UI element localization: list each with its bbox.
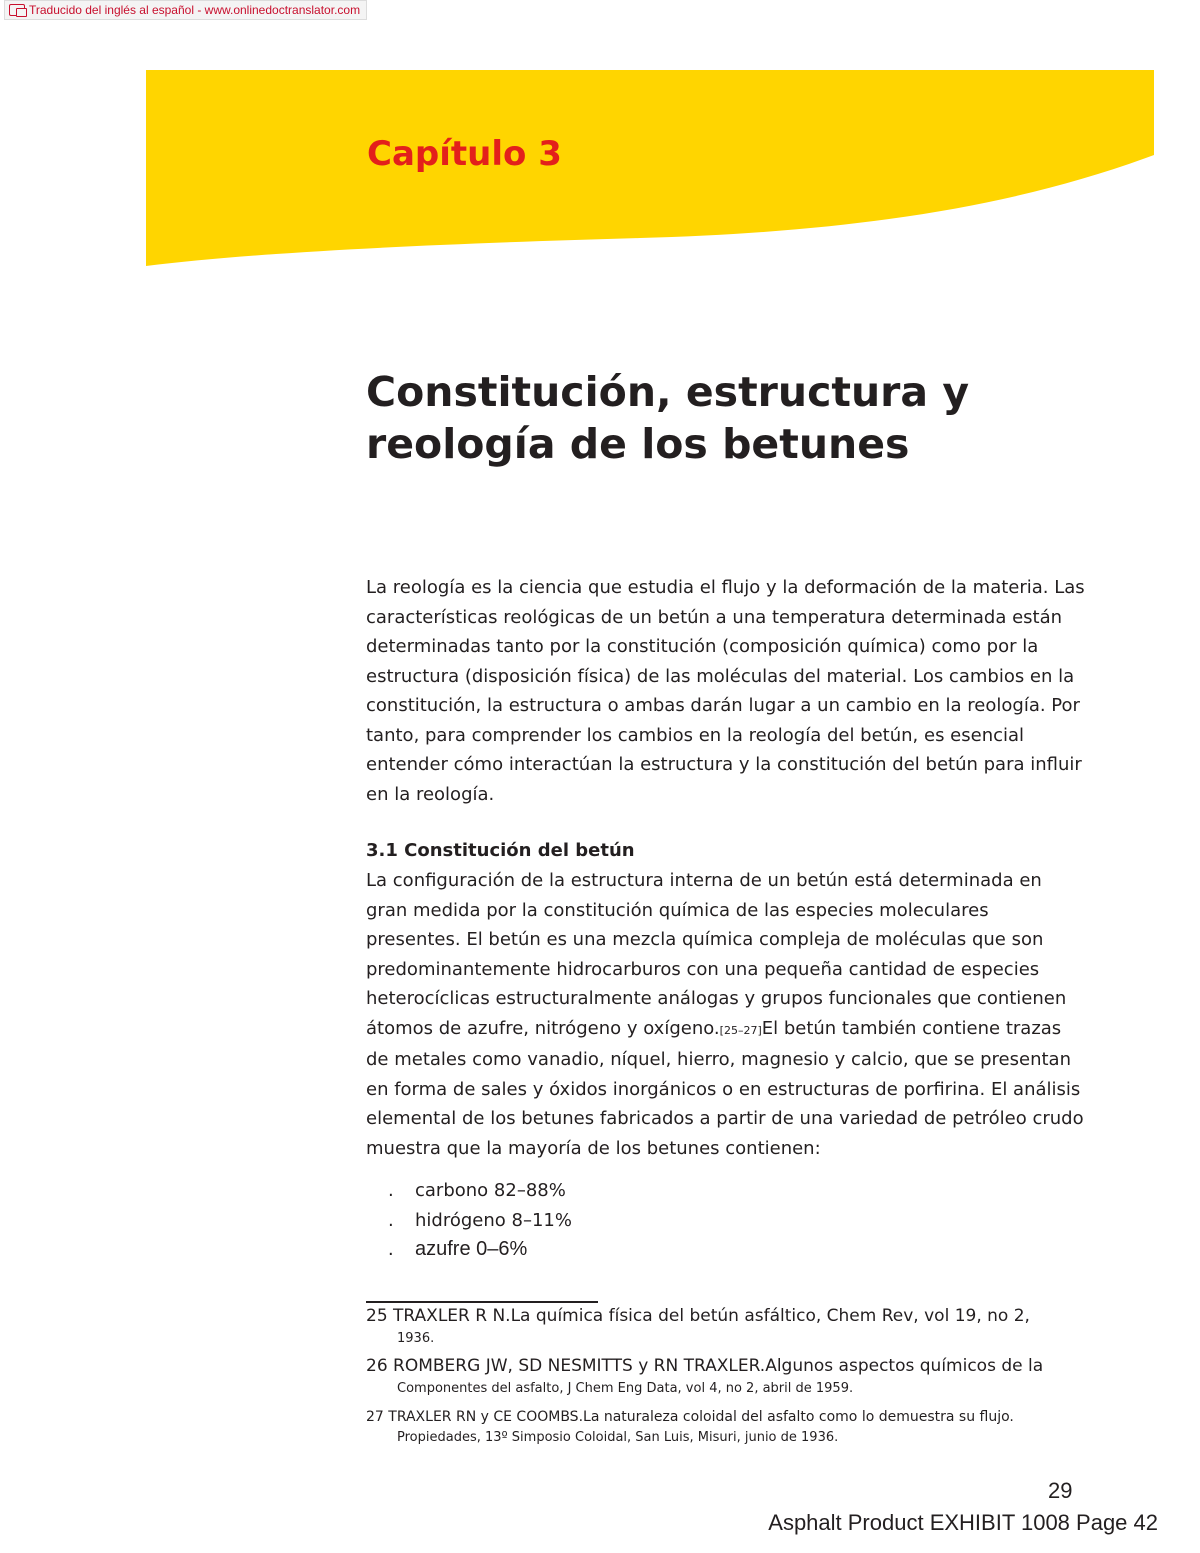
page-number: 29 <box>1048 1478 1073 1503</box>
exhibit-label: Asphalt Product EXHIBIT 1008 Page 42 <box>768 1510 1158 1535</box>
title-line: reología de los betunes <box>366 420 910 468</box>
title-line: Constitución, estructura y <box>366 368 970 416</box>
bullet-marker: . <box>388 1238 394 1260</box>
list-item <box>388 1176 572 1206</box>
section-text-part: El betún también contiene trazas de metales como vanadio, níquel, hierro, magnesio y calcio, que se presentan en forma de sales y óxidos inorgánicos o en estructuras de porfirina. El análisis elemental de los betunes fabricados a partir de una variedad de petróleo crudo muestra que la mayoría de los betunes contienen: <box>366 1017 1084 1159</box>
list-item <box>388 1235 572 1265</box>
footnote-text: 25 TRAXLER R N.La química física del betún asfáltico, Chem Rev, vol 19, no 2, <box>366 1306 1030 1326</box>
footnote-text: 27 TRAXLER RN y CE COOMBS.La naturaleza coloidal del asfalto como lo demuestra su flujo. <box>366 1409 1014 1425</box>
chapter-header-band <box>0 0 1200 280</box>
yellow-swoosh <box>146 70 1154 266</box>
section-heading: 3.1 Constitución del betún <box>366 840 635 861</box>
footnote <box>366 1303 1086 1349</box>
footnote <box>366 1406 1086 1448</box>
bullet-marker: . <box>388 1180 394 1201</box>
list-item-text: hidrógeno 8–11% <box>415 1209 572 1231</box>
translation-banner-text: Traducido del inglés al español - www.onlinedoctranslator.com <box>29 3 361 17</box>
footnote <box>366 1353 1086 1399</box>
section-text-part: La configuración de la estructura interna de un betún está determinada en gran medida por la constitución química de las especies moleculares presentes. El betún es una mezcla química compleja de moléculas que son predominantemente hidrocarburos con una pequeña cantidad de especies heterocíclicas estructuralmente análogas y grupos funcionales que contienen átomos de azufre, nitrógeno y oxígeno. <box>366 870 1067 1039</box>
footnote-continuation: Propiedades, 13º Simposio Coloidal, San Luis, Misuri, junio de 1936. <box>397 1430 839 1445</box>
list-item <box>388 1206 572 1236</box>
composition-list <box>388 1176 572 1265</box>
chapter-label: Capítulo 3 <box>367 134 562 174</box>
footnote-continuation: 1936. <box>397 1331 435 1346</box>
page-title <box>366 366 1126 470</box>
list-item-text: carbono 82–88% <box>415 1180 566 1201</box>
footnote-continuation: Componentes del asfalto, J Chem Eng Data, vol 4, no 2, abril de 1959. <box>397 1381 854 1396</box>
footnote-text: 26 ROMBERG JW, SD NESMITTS y RN TRAXLER.Algunos aspectos químicos de la <box>366 1356 1044 1376</box>
section-paragraph <box>366 866 1086 1163</box>
intro-paragraph: La reología es la ciencia que estudia el flujo y la deformación de la materia. Las características reológicas de un betún a una temperatura determinada están determinadas tanto por la constitución (composición química) como por la estructura (disposición física) de las moléculas del material. Los cambios en la constitución, la estructura o ambas darán lugar a un cambio en la reología. Por tanto, para comprender los cambios en la reología del betún, es esencial entender cómo interactúan la estructura y la constitución del betún para influir en la reología. <box>366 577 1085 805</box>
list-item-text: azufre 0–6% <box>415 1238 528 1260</box>
bullet-marker: . <box>388 1209 394 1231</box>
citation-ref: [25–27] <box>719 1023 762 1037</box>
